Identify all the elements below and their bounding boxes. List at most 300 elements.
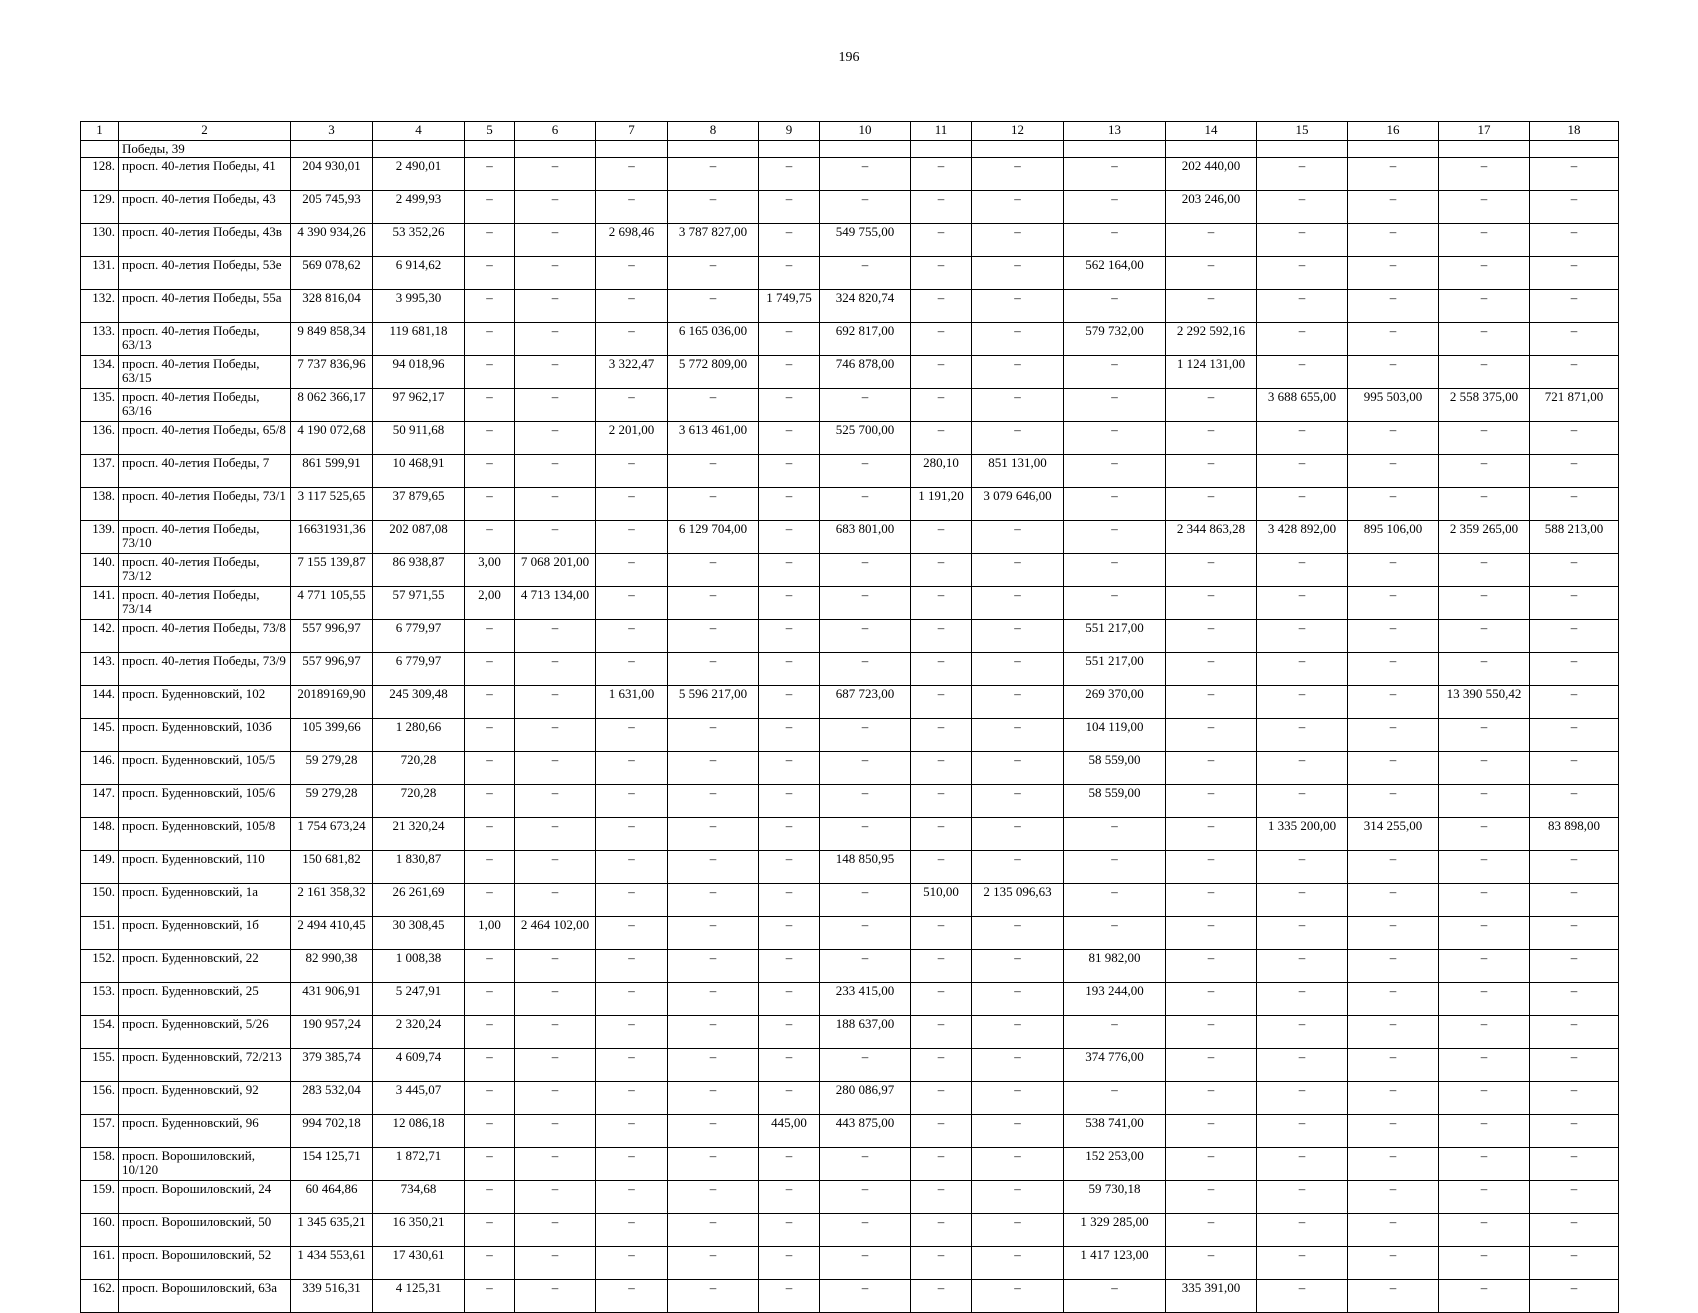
value-cell: 335 391,00 (1166, 1280, 1257, 1313)
value-cell: – (1439, 818, 1530, 851)
column-header: 14 (1166, 122, 1257, 141)
value-cell: – (465, 752, 515, 785)
value-cell: – (972, 1181, 1064, 1214)
value-cell: – (1439, 488, 1530, 521)
table-row (81, 719, 1619, 752)
value-cell: 3 079 646,00 (972, 488, 1064, 521)
value-cell: 2 698,46 (596, 224, 668, 257)
value-cell: 2 494 410,45 (291, 917, 373, 950)
value-cell: – (1166, 818, 1257, 851)
value-cell: 4 609,74 (373, 1049, 465, 1082)
value-cell: – (515, 356, 596, 389)
value-cell: – (759, 1247, 820, 1280)
value-cell: – (1166, 257, 1257, 290)
row-number: 153. (81, 983, 119, 1016)
value-cell: – (820, 719, 911, 752)
value-cell: – (596, 191, 668, 224)
value-cell: – (515, 257, 596, 290)
value-cell: 8 062 366,17 (291, 389, 373, 422)
value-cell: – (911, 587, 972, 620)
value-cell: – (465, 455, 515, 488)
table-row (81, 587, 1619, 620)
value-cell: – (911, 752, 972, 785)
value-cell: – (972, 1082, 1064, 1115)
value-cell: 994 702,18 (291, 1115, 373, 1148)
column-header: 12 (972, 122, 1064, 141)
value-cell: – (668, 917, 759, 950)
value-cell: – (1166, 389, 1257, 422)
value-cell: – (465, 521, 515, 554)
value-cell: – (972, 1049, 1064, 1082)
value-cell: 4 125,31 (373, 1280, 465, 1313)
value-cell: – (1166, 1148, 1257, 1181)
value-cell: 551 217,00 (1064, 620, 1166, 653)
value-cell: – (1257, 983, 1348, 1016)
address-cell: просп. Буденновский, 1а (119, 884, 291, 917)
value-cell: – (759, 620, 820, 653)
value-cell: – (1530, 191, 1619, 224)
value-cell: – (1166, 290, 1257, 323)
value-cell: 58 559,00 (1064, 752, 1166, 785)
value-cell: – (515, 488, 596, 521)
value-cell: – (972, 1016, 1064, 1049)
column-header: 15 (1257, 122, 1348, 141)
value-cell: – (1439, 884, 1530, 917)
value-cell: – (1439, 1247, 1530, 1280)
value-cell: 81 982,00 (1064, 950, 1166, 983)
value-cell: – (1439, 983, 1530, 1016)
value-cell: – (1530, 917, 1619, 950)
value-cell: 1,00 (465, 917, 515, 950)
value-cell: – (1530, 1247, 1619, 1280)
value-cell: 233 415,00 (820, 983, 911, 1016)
value-cell: – (1064, 455, 1166, 488)
value-cell: – (759, 785, 820, 818)
row-number: 145. (81, 719, 119, 752)
value-cell: 569 078,62 (291, 257, 373, 290)
value-cell: – (911, 422, 972, 455)
value-cell: 720,28 (373, 752, 465, 785)
value-cell: 6 129 704,00 (668, 521, 759, 554)
value-cell: – (1439, 719, 1530, 752)
value-cell: – (972, 1280, 1064, 1313)
value-cell: – (1348, 917, 1439, 950)
value-cell: 1 329 285,00 (1064, 1214, 1166, 1247)
address-cell: просп. Буденновский, 72/213 (119, 1049, 291, 1082)
value-cell: – (668, 983, 759, 1016)
value-cell: 692 817,00 (820, 323, 911, 356)
value-cell: – (1257, 1115, 1348, 1148)
value-cell: – (911, 323, 972, 356)
value-cell: – (972, 1247, 1064, 1280)
value-cell: 2 344 863,28 (1166, 521, 1257, 554)
value-cell: 324 820,74 (820, 290, 911, 323)
value-cell: – (596, 851, 668, 884)
value-cell: – (1348, 686, 1439, 719)
table-row (81, 851, 1619, 884)
value-cell: – (1348, 323, 1439, 356)
value-cell: – (1064, 422, 1166, 455)
value-cell: – (1530, 554, 1619, 587)
value-cell: – (1166, 884, 1257, 917)
value-cell: – (668, 257, 759, 290)
value-cell: – (1348, 455, 1439, 488)
table-row (81, 455, 1619, 488)
row-number: 162. (81, 1280, 119, 1313)
value-cell: – (1530, 587, 1619, 620)
value-cell: – (596, 785, 668, 818)
value-cell: 557 996,97 (291, 620, 373, 653)
value-cell: 57 971,55 (373, 587, 465, 620)
value-cell: 21 320,24 (373, 818, 465, 851)
table-row (81, 1280, 1619, 1313)
table-row (81, 620, 1619, 653)
value-cell: – (759, 1082, 820, 1115)
value-cell: – (515, 653, 596, 686)
value-cell: – (1257, 851, 1348, 884)
value-cell: – (759, 818, 820, 851)
row-number: 137. (81, 455, 119, 488)
address-cell: просп. Буденновский, 5/26 (119, 1016, 291, 1049)
value-cell: – (1166, 785, 1257, 818)
value-cell: – (759, 1148, 820, 1181)
column-header: 13 (1064, 122, 1166, 141)
value-cell: – (972, 1148, 1064, 1181)
value-cell: – (759, 1181, 820, 1214)
value-cell: – (1530, 158, 1619, 191)
value-cell: 3 787 827,00 (668, 224, 759, 257)
value-cell: – (759, 389, 820, 422)
value-cell: – (911, 1049, 972, 1082)
table-row (81, 653, 1619, 686)
value-cell: 190 957,24 (291, 1016, 373, 1049)
value-cell: – (1166, 488, 1257, 521)
value-cell: – (668, 1115, 759, 1148)
address-cell: просп. Буденновский, 1б (119, 917, 291, 950)
value-cell: – (515, 851, 596, 884)
value-cell: – (1166, 554, 1257, 587)
value-cell: – (465, 950, 515, 983)
value-cell: – (515, 158, 596, 191)
address-cell: просп. 40-летия Победы, 65/8 (119, 422, 291, 455)
value-cell: 53 352,26 (373, 224, 465, 257)
value-cell: – (465, 290, 515, 323)
column-header: 1 (81, 122, 119, 141)
table-row (81, 785, 1619, 818)
value-cell: – (911, 1016, 972, 1049)
value-cell: – (1439, 917, 1530, 950)
row-number: 150. (81, 884, 119, 917)
value-cell: 734,68 (373, 1181, 465, 1214)
row-number: 149. (81, 851, 119, 884)
value-cell: 50 911,68 (373, 422, 465, 455)
value-cell: 3 995,30 (373, 290, 465, 323)
value-cell (1439, 141, 1530, 158)
value-cell: – (820, 1247, 911, 1280)
value-cell: 37 879,65 (373, 488, 465, 521)
value-cell: – (1166, 686, 1257, 719)
row-number: 140. (81, 554, 119, 587)
value-cell: – (465, 686, 515, 719)
value-cell: 2 135 096,63 (972, 884, 1064, 917)
value-cell: – (515, 785, 596, 818)
value-cell: – (515, 1049, 596, 1082)
table-row (81, 257, 1619, 290)
value-cell (1064, 141, 1166, 158)
value-cell: – (1530, 290, 1619, 323)
value-cell: – (759, 719, 820, 752)
value-cell: – (1064, 290, 1166, 323)
value-cell: – (465, 1148, 515, 1181)
value-cell: – (596, 554, 668, 587)
value-cell: – (668, 1082, 759, 1115)
value-cell: – (911, 620, 972, 653)
value-cell: – (1348, 1280, 1439, 1313)
table-row (81, 917, 1619, 950)
value-cell: – (1348, 488, 1439, 521)
value-cell: – (1530, 1148, 1619, 1181)
value-cell: – (465, 1181, 515, 1214)
value-cell: – (911, 521, 972, 554)
value-cell: – (1348, 257, 1439, 290)
value-cell: 30 308,45 (373, 917, 465, 950)
column-number-row (81, 122, 1619, 141)
value-cell: – (759, 851, 820, 884)
value-cell: 588 213,00 (1530, 521, 1619, 554)
value-cell: – (1439, 1148, 1530, 1181)
value-cell: – (820, 785, 911, 818)
value-cell: – (596, 653, 668, 686)
value-cell: – (911, 983, 972, 1016)
value-cell: – (1257, 191, 1348, 224)
table-row (81, 1049, 1619, 1082)
table-row (81, 422, 1619, 455)
row-number: 132. (81, 290, 119, 323)
value-cell: – (1166, 1049, 1257, 1082)
value-cell: – (596, 455, 668, 488)
value-cell: – (515, 455, 596, 488)
value-cell: – (1257, 224, 1348, 257)
value-cell: – (972, 686, 1064, 719)
value-cell: – (515, 983, 596, 1016)
value-cell: – (911, 356, 972, 389)
value-cell: – (465, 1082, 515, 1115)
row-number: 157. (81, 1115, 119, 1148)
row-number: 136. (81, 422, 119, 455)
row-number: 154. (81, 1016, 119, 1049)
value-cell: – (1348, 1082, 1439, 1115)
value-cell: – (1439, 950, 1530, 983)
value-cell: 538 741,00 (1064, 1115, 1166, 1148)
value-cell: – (759, 488, 820, 521)
address-cell: просп. 40-летия Победы, 73/1 (119, 488, 291, 521)
value-cell: – (759, 884, 820, 917)
value-cell: – (1348, 290, 1439, 323)
value-cell: – (911, 1115, 972, 1148)
value-cell: – (1257, 686, 1348, 719)
value-cell: – (1064, 1082, 1166, 1115)
value-cell: – (515, 950, 596, 983)
value-cell: 16631931,36 (291, 521, 373, 554)
value-cell: – (1257, 653, 1348, 686)
value-cell: – (820, 818, 911, 851)
value-cell: – (1439, 587, 1530, 620)
value-cell: – (465, 1247, 515, 1280)
value-cell: – (1166, 1247, 1257, 1280)
value-cell: – (1166, 1016, 1257, 1049)
address-cell: просп. Ворошиловский, 24 (119, 1181, 291, 1214)
value-cell: – (515, 1115, 596, 1148)
value-cell: – (515, 422, 596, 455)
value-cell: – (668, 455, 759, 488)
address-cell: просп. Буденновский, 102 (119, 686, 291, 719)
value-cell (515, 141, 596, 158)
value-cell: – (1064, 224, 1166, 257)
column-header: 9 (759, 122, 820, 141)
value-cell: – (1530, 851, 1619, 884)
address-cell: просп. 40-летия Победы, 41 (119, 158, 291, 191)
row-number: 130. (81, 224, 119, 257)
value-cell: 525 700,00 (820, 422, 911, 455)
value-cell: – (596, 818, 668, 851)
value-cell: – (465, 191, 515, 224)
row-number: 141. (81, 587, 119, 620)
value-cell: – (1166, 1082, 1257, 1115)
value-cell: 1 631,00 (596, 686, 668, 719)
value-cell: – (820, 917, 911, 950)
value-cell: – (1166, 917, 1257, 950)
table-row (81, 141, 1619, 158)
value-cell: 1 008,38 (373, 950, 465, 983)
value-cell: 9 849 858,34 (291, 323, 373, 356)
value-cell: – (972, 554, 1064, 587)
value-cell: – (1166, 983, 1257, 1016)
value-cell: – (1439, 653, 1530, 686)
value-cell: 687 723,00 (820, 686, 911, 719)
value-cell: – (759, 1280, 820, 1313)
value-cell: – (759, 554, 820, 587)
value-cell: – (668, 1049, 759, 1082)
table-body (81, 141, 1619, 1313)
value-cell: – (465, 1016, 515, 1049)
address-cell: просп. Буденновский, 22 (119, 950, 291, 983)
value-cell: 1 754 673,24 (291, 818, 373, 851)
value-cell: 443 875,00 (820, 1115, 911, 1148)
value-cell: – (820, 1280, 911, 1313)
value-cell: – (596, 389, 668, 422)
value-cell: – (1166, 587, 1257, 620)
value-cell: – (820, 158, 911, 191)
value-cell: – (465, 851, 515, 884)
value-cell: 431 906,91 (291, 983, 373, 1016)
value-cell: – (1257, 1016, 1348, 1049)
value-cell: – (759, 653, 820, 686)
value-cell: – (465, 1214, 515, 1247)
value-cell: 12 086,18 (373, 1115, 465, 1148)
value-cell: – (668, 1280, 759, 1313)
value-cell: – (668, 1148, 759, 1181)
value-cell: – (820, 191, 911, 224)
value-cell: – (820, 488, 911, 521)
value-cell: 104 119,00 (1064, 719, 1166, 752)
value-cell: – (515, 521, 596, 554)
value-cell: – (972, 719, 1064, 752)
value-cell: 2 499,93 (373, 191, 465, 224)
address-cell: просп. 40-летия Победы, 73/14 (119, 587, 291, 620)
value-cell: 557 996,97 (291, 653, 373, 686)
value-cell: 152 253,00 (1064, 1148, 1166, 1181)
value-cell: – (1166, 224, 1257, 257)
value-cell: – (1439, 1115, 1530, 1148)
value-cell: – (596, 158, 668, 191)
value-cell: – (1348, 356, 1439, 389)
address-cell: просп. Буденновский, 92 (119, 1082, 291, 1115)
value-cell: – (1439, 323, 1530, 356)
address-cell: просп. 40-летия Победы, 7 (119, 455, 291, 488)
value-cell: – (668, 1247, 759, 1280)
value-cell: – (820, 554, 911, 587)
value-cell: – (1439, 1280, 1530, 1313)
value-cell: – (465, 884, 515, 917)
value-cell: – (972, 620, 1064, 653)
value-cell: – (1348, 1049, 1439, 1082)
value-cell: 7 155 139,87 (291, 554, 373, 587)
value-cell: – (911, 1214, 972, 1247)
value-cell: – (972, 389, 1064, 422)
value-cell: – (1064, 818, 1166, 851)
value-cell: – (820, 1214, 911, 1247)
value-cell: 4 713 134,00 (515, 587, 596, 620)
value-cell: – (465, 653, 515, 686)
value-cell: 374 776,00 (1064, 1049, 1166, 1082)
value-cell: – (972, 653, 1064, 686)
value-cell: – (596, 950, 668, 983)
value-cell: – (911, 851, 972, 884)
value-cell: 551 217,00 (1064, 653, 1166, 686)
value-cell: – (515, 224, 596, 257)
value-cell: – (911, 224, 972, 257)
value-cell: – (1257, 587, 1348, 620)
value-cell: – (465, 488, 515, 521)
value-cell: – (911, 1280, 972, 1313)
value-cell: 3 688 655,00 (1257, 389, 1348, 422)
value-cell: – (1530, 323, 1619, 356)
value-cell: – (596, 620, 668, 653)
value-cell: – (1348, 587, 1439, 620)
value-cell: 204 930,01 (291, 158, 373, 191)
value-cell: – (1348, 1148, 1439, 1181)
value-cell: – (1257, 158, 1348, 191)
value-cell: – (596, 1280, 668, 1313)
value-cell: – (515, 752, 596, 785)
table-row (81, 983, 1619, 1016)
column-header: 7 (596, 122, 668, 141)
table-row (81, 1181, 1619, 1214)
value-cell: – (1530, 1082, 1619, 1115)
column-header: 3 (291, 122, 373, 141)
value-cell: – (1064, 521, 1166, 554)
value-cell: – (972, 1214, 1064, 1247)
value-cell: – (1530, 620, 1619, 653)
value-cell: – (1439, 422, 1530, 455)
value-cell: – (759, 686, 820, 719)
value-cell: – (1439, 290, 1530, 323)
value-cell: 280,10 (911, 455, 972, 488)
value-cell: – (668, 620, 759, 653)
value-cell: – (515, 884, 596, 917)
value-cell: – (1166, 422, 1257, 455)
value-cell: – (972, 290, 1064, 323)
